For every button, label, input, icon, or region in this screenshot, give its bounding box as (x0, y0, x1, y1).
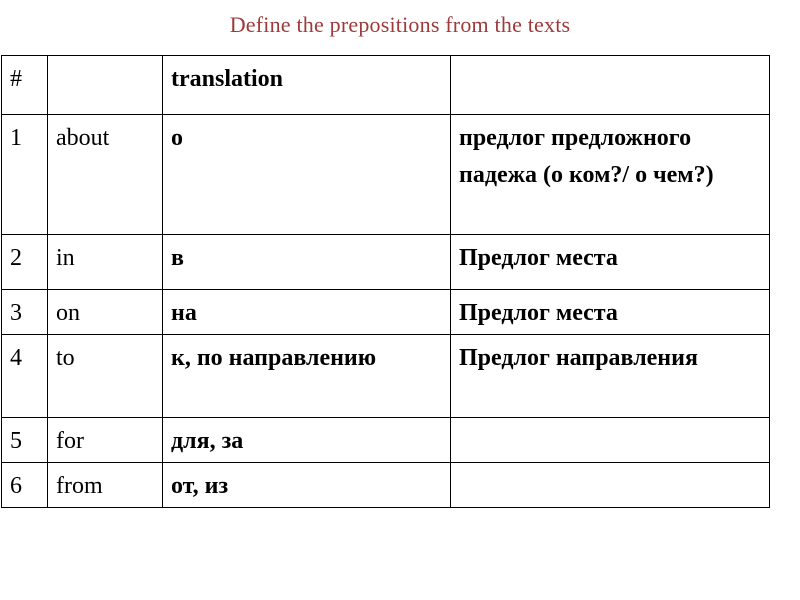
row-word-cell: about (48, 115, 163, 235)
prepositions-table (1, 55, 770, 508)
header-num-cell: # (2, 56, 48, 115)
row-word-cell: for (48, 418, 163, 463)
row-word-cell: to (48, 335, 163, 418)
row-translation-cell: от, из (163, 463, 451, 508)
row-num-cell: 1 (2, 115, 48, 235)
header-note-cell (451, 56, 770, 115)
row-num-cell: 5 (2, 418, 48, 463)
row-note-cell: Предлог направления (451, 335, 770, 418)
row-translation-cell: к, по направлению (163, 335, 451, 418)
row-translation-cell: для, за (163, 418, 451, 463)
row-num-cell: 3 (2, 290, 48, 335)
row-note-cell: предлог предложного падежа (о ком?/ о чем?) (451, 115, 770, 235)
row-word-cell: from (48, 463, 163, 508)
row-num-cell: 4 (2, 335, 48, 418)
table-row (2, 418, 770, 463)
row-num-cell: 6 (2, 463, 48, 508)
row-note-cell (451, 418, 770, 463)
header-word-cell (48, 56, 163, 115)
table-header-row (2, 56, 770, 115)
table-row (2, 115, 770, 235)
row-translation-cell: в (163, 235, 451, 290)
table-row (2, 290, 770, 335)
row-note-cell: Предлог места (451, 290, 770, 335)
slide-title: Define the prepositions from the texts (229, 12, 571, 37)
row-note-cell (451, 463, 770, 508)
row-translation-cell: о (163, 115, 451, 235)
row-word-cell: on (48, 290, 163, 335)
row-word-cell: in (48, 235, 163, 290)
header-translation-cell: translation (163, 56, 451, 115)
table-row (2, 235, 770, 290)
row-note-cell: Предлог места (451, 235, 770, 290)
table-row (2, 463, 770, 508)
row-num-cell: 2 (2, 235, 48, 290)
table-row (2, 335, 770, 418)
row-translation-cell: на (163, 290, 451, 335)
